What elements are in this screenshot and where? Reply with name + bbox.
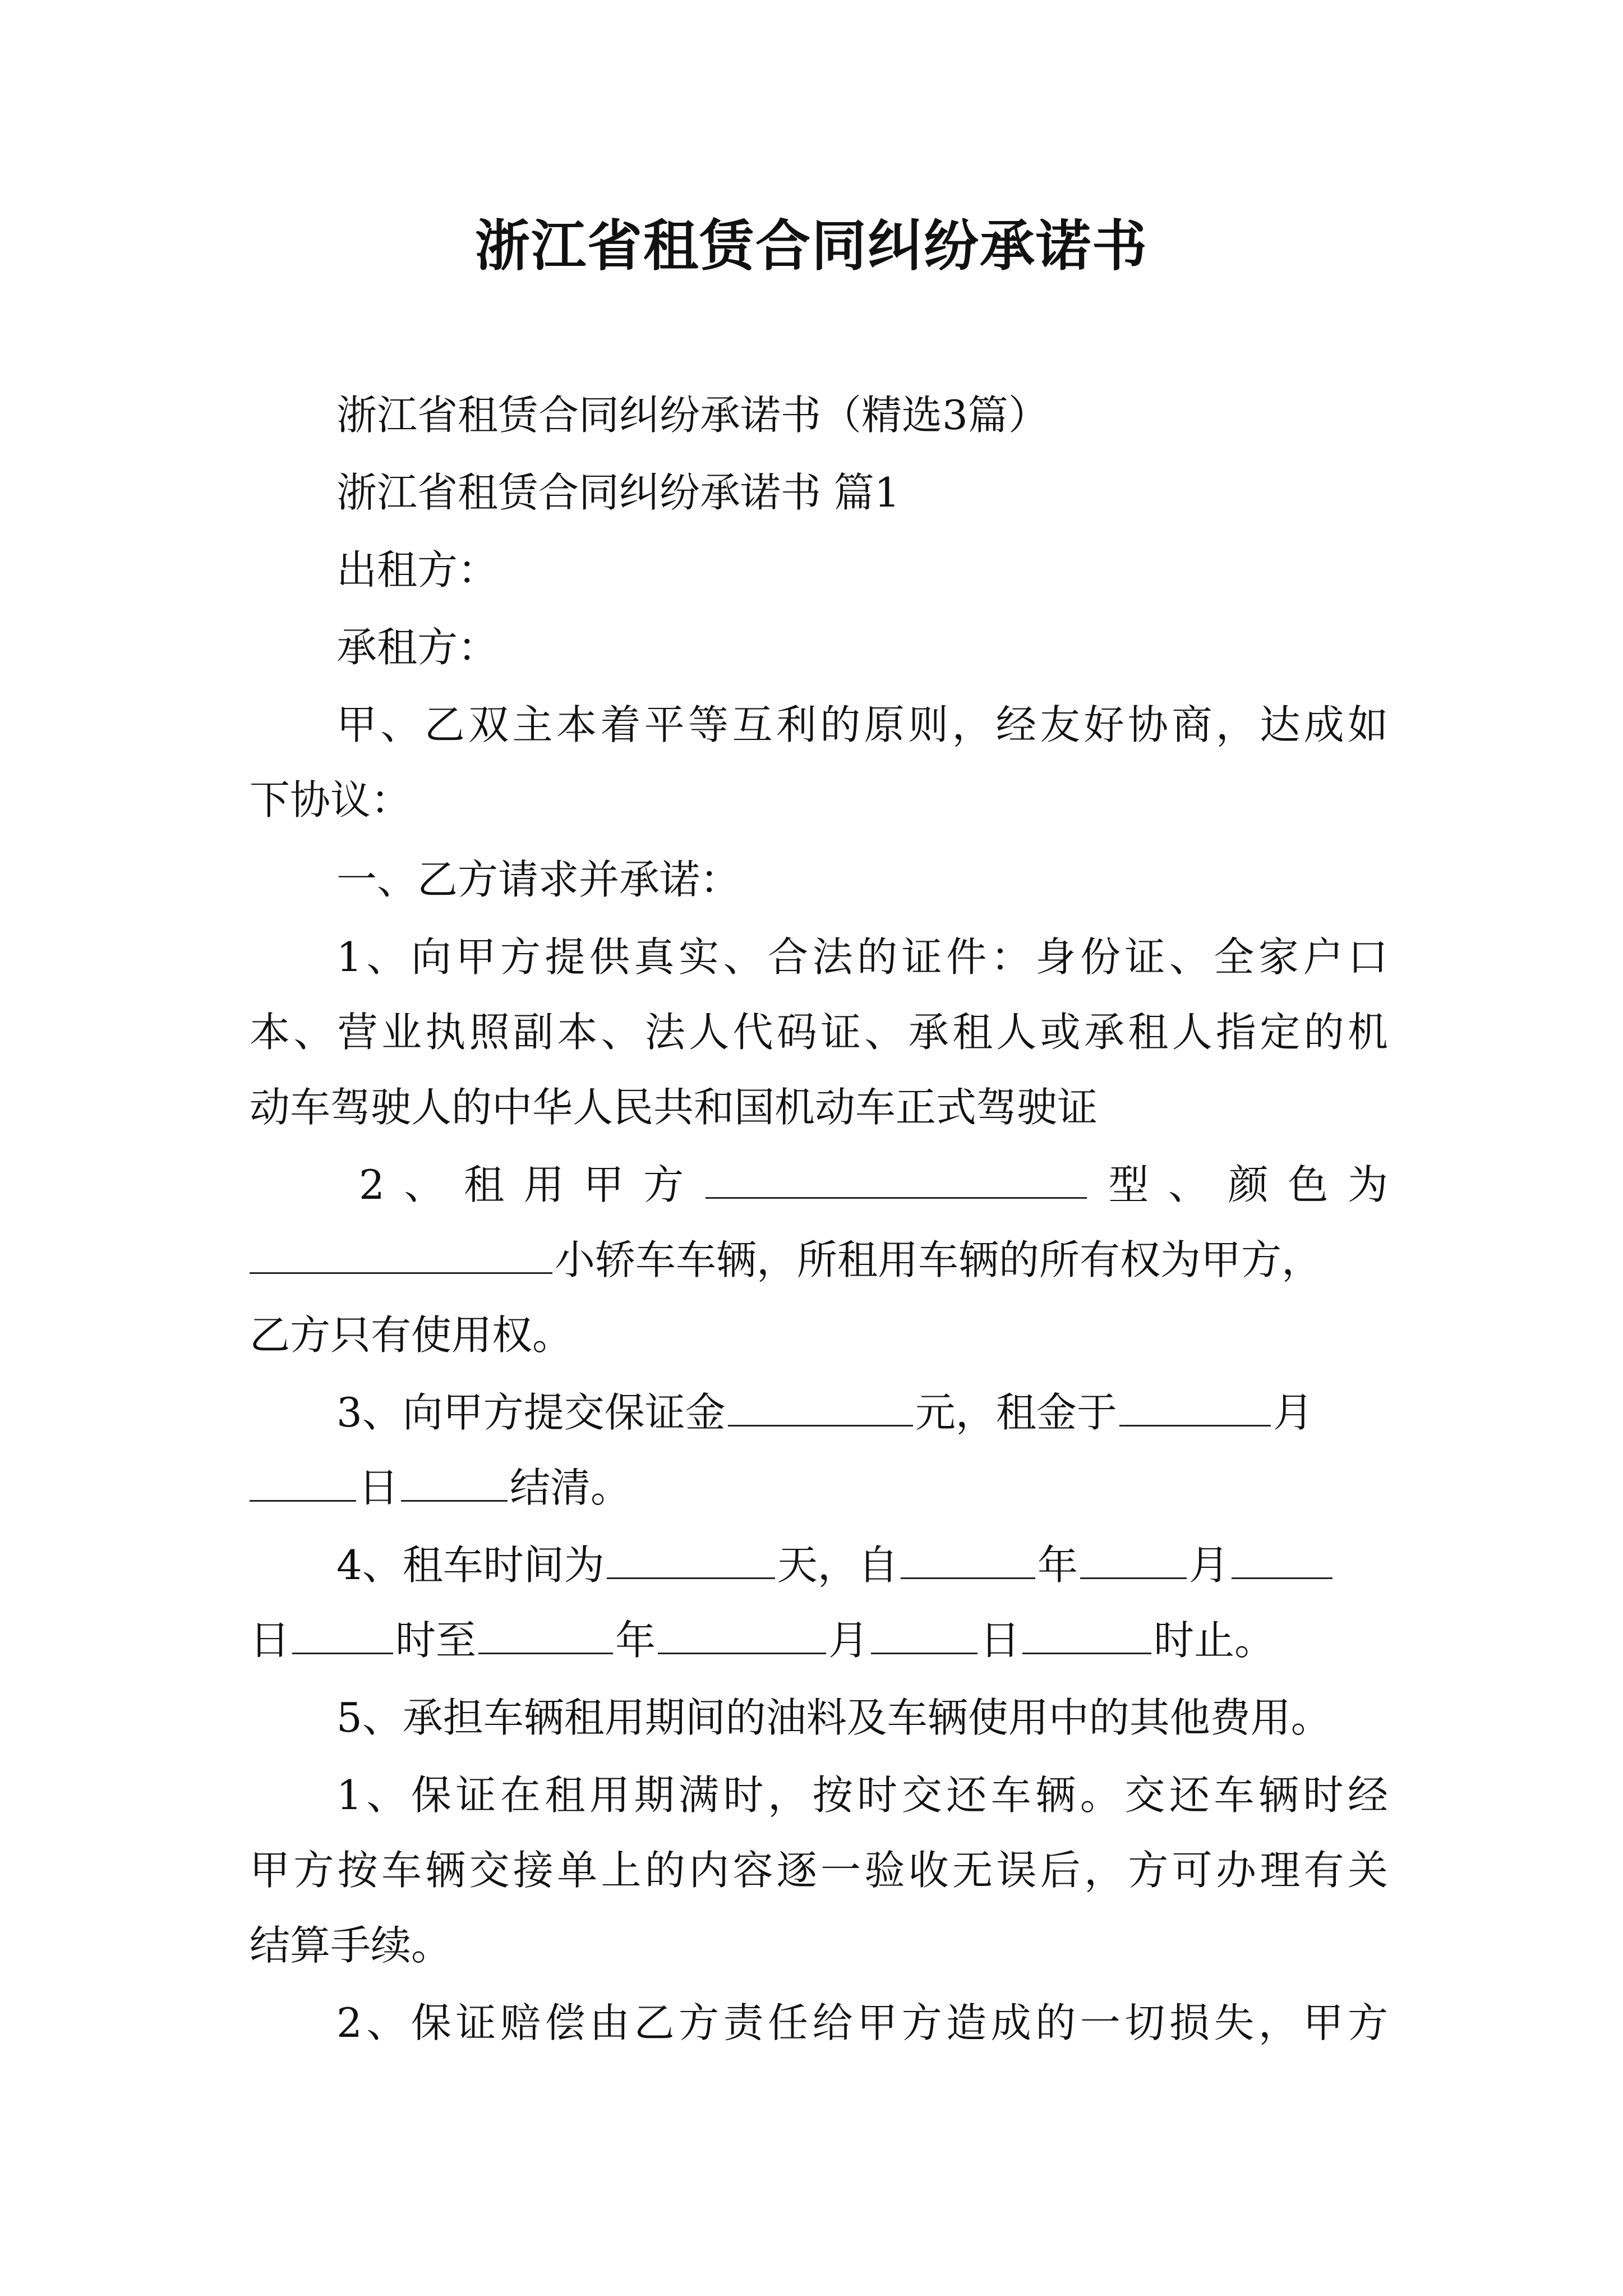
item-2-text-a: 2、租用甲方 <box>359 1161 703 1208</box>
item-3-line-2 <box>250 1460 1388 1516</box>
deposit-blank[interactable] <box>728 1389 913 1427</box>
item-4-text-f: 时至 <box>395 1617 477 1664</box>
guarantee-1-line-2: 甲方按车辆交接单上的内容逐一验收无误后，方可办理有关 <box>250 1847 1388 1894</box>
intro-line-1: 甲、乙双主本着平等互利的原则，经友好协商，达成如 <box>336 701 1388 748</box>
item-2-line-1 <box>359 1157 1388 1213</box>
item-3-text-c: 月 <box>1272 1389 1313 1436</box>
item-2-line-2 <box>250 1232 1388 1288</box>
lessee-label: 承租方： <box>336 624 499 671</box>
rental-days-blank[interactable] <box>607 1542 775 1579</box>
start-month-blank[interactable] <box>1080 1542 1187 1579</box>
clause-1-heading: 一、乙方请求并承诺： <box>336 856 741 903</box>
item-3-text-e: 结清。 <box>510 1464 631 1511</box>
item-4-text-c: 年 <box>1037 1542 1078 1589</box>
end-month-blank[interactable] <box>658 1617 826 1654</box>
item-3-text-a: 3、向甲方提交保证金 <box>336 1389 726 1436</box>
start-year-blank[interactable] <box>901 1542 1035 1579</box>
item-4-line-2 <box>250 1612 1388 1668</box>
item-4-text-h: 月 <box>828 1617 869 1664</box>
settle-blank[interactable] <box>401 1464 508 1502</box>
item-4-text-b: 天，自 <box>777 1542 898 1589</box>
item-4-text-a: 4、租车时间为 <box>336 1542 605 1589</box>
item-3-line-1 <box>336 1384 1388 1441</box>
item-3-text-d: 日 <box>358 1464 399 1511</box>
rent-month-blank[interactable] <box>1119 1389 1271 1427</box>
rent-day-blank[interactable] <box>250 1464 356 1502</box>
guarantee-2-line-1: 2、保证赔偿由乙方责任给甲方造成的一切损失，甲方 <box>336 1999 1388 2046</box>
item-4-text-e: 日 <box>250 1617 291 1664</box>
item-4-line-1 <box>336 1537 1388 1593</box>
end-day-blank[interactable] <box>871 1617 978 1654</box>
car-model-blank[interactable] <box>706 1161 1087 1199</box>
item-4-text-g: 年 <box>615 1617 656 1664</box>
item-1-line-2: 本、营业执照副本、法人代码证、承租人或承租人指定的机 <box>250 1009 1388 1056</box>
item-4-text-i: 日 <box>980 1617 1021 1664</box>
item-2-text-c: 小轿车车辆，所租用车辆的所有权为甲方， <box>555 1236 1322 1283</box>
start-day-blank[interactable] <box>1232 1542 1332 1579</box>
item-4-text-j: 时止。 <box>1154 1617 1275 1664</box>
guarantee-1-line-3: 结算手续。 <box>250 1922 452 1969</box>
section-heading: 浙江省租赁合同纠纷承诺书 篇1 <box>336 469 900 516</box>
item-2-line-3: 乙方只有使用权。 <box>250 1312 573 1359</box>
end-year-blank[interactable] <box>478 1617 613 1654</box>
intro-line-2: 下协议： <box>250 776 412 823</box>
guarantee-1-line-1: 1、保证在租用期满时，按时交还车辆。交还车辆时经 <box>336 1772 1388 1819</box>
end-hour-blank[interactable] <box>1022 1617 1151 1654</box>
lessor-label: 出租方： <box>336 546 499 593</box>
item-2-text-b: 型、颜色为 <box>1089 1161 1388 1208</box>
start-hour-blank[interactable] <box>292 1617 393 1654</box>
item-1-line-1: 1、向甲方提供真实、合法的证件：身份证、全家户口 <box>336 933 1388 981</box>
item-5: 5、承担车辆租用期间的油料及车辆使用中的其他费用。 <box>336 1694 1331 1741</box>
document-title: 浙江省租赁合同纠纷承诺书 <box>474 214 1148 278</box>
car-color-blank[interactable] <box>250 1236 552 1274</box>
item-4-text-d: 月 <box>1188 1542 1229 1589</box>
item-3-text-b: 元，租金于 <box>915 1389 1117 1436</box>
document-subtitle: 浙江省租赁合同纠纷承诺书（精选3篇） <box>336 392 1049 439</box>
item-1-line-3: 动车驾驶人的中华人民共和国机动车正式驾驶证 <box>250 1084 1098 1131</box>
